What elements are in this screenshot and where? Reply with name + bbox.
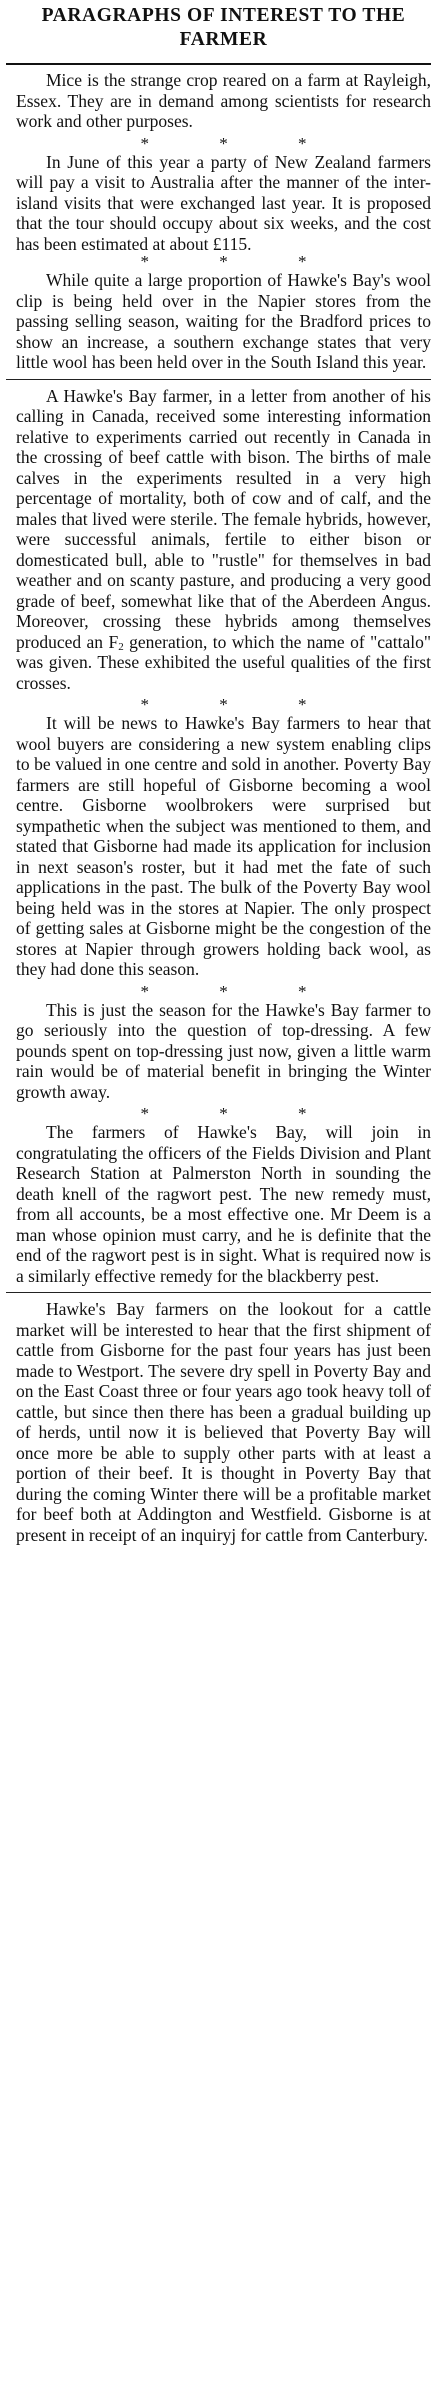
- headline-rule: [6, 63, 431, 65]
- separator: * * *: [140, 695, 307, 714]
- paragraph-cattle-bison-part2: generation, to which the name of "cattalo" was given. These exhibited the useful qualities of the first crosses.: [16, 631, 431, 693]
- paragraph-mice: Mice is the strange crop reared on a farm at Rayleigh, Essex. They are in demand among scientists for research work and other purposes.: [16, 70, 431, 131]
- paragraph-cattle-bison-part1: A Hawke's Bay farmer, in a letter from another of his calling in Canada, received some interesting information relative to experiments carried out recently in Canada in the crossing of beef cattle with bison. The births of male calves in the experiments resulted in a very high percentage of mortality, both of cow and of calf, and the males that lived were sterile. The female hybrids, however, were successful animals, fertile to either bison or domesticated bull, able to "rustle" for themselves in bad weather and on scanty pasture, and producing a very good grade of beef, somewhat like that of the Aberdeen Angus. Moreover, crossing these hybrids among themselves produced an F: [16, 385, 431, 652]
- paragraph-wool-centre: It will be news to Hawke's Bay farmers to hear that wool buyers are considering a new system enabling clips to be valued in one centre and sold in another. Poverty Bay farmers are still hopeful of Gisborne becoming a wool centre. Gisborne woolbrokers were surprised but sympathetic when the subject was mentioned to them, and stated that Gisborne had made its application for inclusion in next season's roster, but it had met the fate of such applications in the past. The bulk of the Poverty Bay wool being held was in the stores at Napier. The only prospect of getting sales at Gisborne might be the congestion of the stores at Napier through growers holding back wool, as they had done this season.: [16, 713, 431, 979]
- separator: * * *: [140, 133, 307, 153]
- paragraph-ragwort: The farmers of Hawke's Bay, will join in congratulating the officers of the Fields Division and Plant Research Station at Palmerston North in sounding the death knell of the ragwort pest. The new remedy must, from all accounts, be a most effective one. Mr Deem is a man whose opinion must carry, and he is definite that the end of the ragwort pest is in sight. What is required now is a similarly effective remedy for the blackberry pest.: [16, 1122, 431, 1286]
- paragraph-farmers-visit: In June of this year a party of New Zealand farmers will pay a visit to Australia after the manner of the inter-island visits that were exchanged last year. It is proposed that the tour should occupy about six weeks, and the cost has been estimated at about £115.: [16, 151, 431, 254]
- subscript: 2: [118, 640, 124, 653]
- paragraph-cattle-bison: [16, 386, 431, 694]
- separator: * * *: [140, 252, 307, 271]
- paragraph-wool-clip: While quite a large proportion of Hawke's Bay's wool clip is being held over in the Napier stores from the passing selling season, waiting for the Bradford prices to show an increase, a southern exchange states that very little wool has been held over in the South Island this year.: [16, 270, 431, 372]
- paragraph-top-dressing: This is just the season for the Hawke's Bay farmer to go seriously into the question of top-dressing. A few pounds spent on top-dressing just now, given a little warm rain would be of material benefit in bringing the Winter growth away.: [16, 999, 431, 1102]
- separator: * * *: [140, 1104, 307, 1123]
- separator: * * *: [140, 981, 307, 1001]
- paragraph-cattle-market: Hawke's Bay farmers on the lookout for a cattle market will be interested to hear that the first shipment of cattle from Gisborne for the past four years has just been made to Westport. The severe dry spell in Poverty Bay and on the East Coast three or four years ago took heavy toll of cattle, but since then there has been a gradual building up of herds, until now it is believed that Poverty Bay will once more be able to supply other parts with at least a portion of their beef. It is thought in Poverty Bay that during the coming Winter there will be a profitable market for beef both at Addington and Westfield. Gisborne is at present in receipt of an inquiryj for cattle from Canterbury.: [16, 1299, 431, 1545]
- headline: PARAGRAPHS OF INTEREST TO THE FARMER: [41, 5, 406, 50]
- section-rule: [6, 379, 431, 380]
- section-rule: [6, 1292, 431, 1293]
